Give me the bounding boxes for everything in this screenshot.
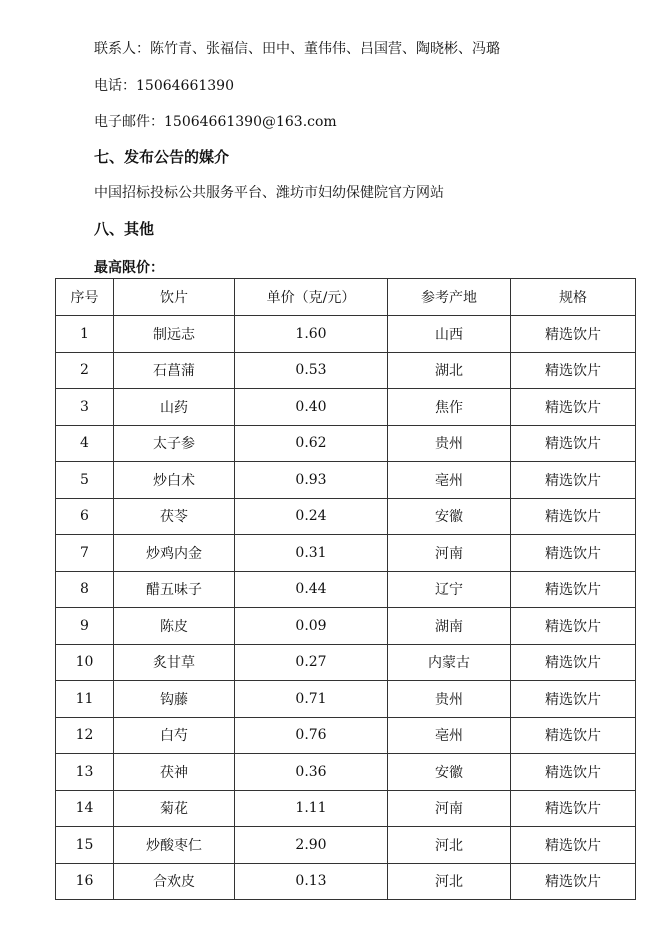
table-row: [56, 352, 636, 389]
contact-email: 电子邮件：15064661390@163.com: [94, 114, 337, 130]
cell-herb: 制远志: [114, 316, 235, 353]
cell-origin: 湖北: [388, 352, 511, 389]
cell-origin: 湖南: [388, 608, 511, 645]
cell-origin: 亳州: [388, 462, 511, 499]
cell-origin: 河北: [388, 863, 511, 900]
cell-origin: 河南: [388, 790, 511, 827]
cell-unit-price: 0.40: [235, 389, 388, 426]
cell-spec: 精选饮片: [511, 681, 636, 718]
section7-text: 中国招标投标公共服务平台、潍坊市妇幼保健院官方网站: [94, 185, 444, 201]
cell-origin: 贵州: [388, 681, 511, 718]
cell-spec: 精选饮片: [511, 498, 636, 535]
cell-index: 3: [56, 389, 114, 426]
cell-herb: 炙甘草: [114, 644, 235, 681]
table-body: [56, 316, 636, 900]
cell-herb: 醋五味子: [114, 571, 235, 608]
cell-unit-price: 0.27: [235, 644, 388, 681]
cell-index: 11: [56, 681, 114, 718]
cell-herb: 茯苓: [114, 498, 235, 535]
price-label: 最高限价：: [94, 260, 164, 276]
table-row: [56, 608, 636, 645]
cell-unit-price: 1.11: [235, 790, 388, 827]
cell-spec: 精选饮片: [511, 316, 636, 353]
cell-unit-price: 0.24: [235, 498, 388, 535]
cell-spec: 精选饮片: [511, 389, 636, 426]
table-row: [56, 863, 636, 900]
cell-unit-price: 0.13: [235, 863, 388, 900]
contact-phone: 电话：15064661390: [94, 78, 234, 94]
cell-origin: 河南: [388, 535, 511, 572]
cell-unit-price: 2.90: [235, 827, 388, 864]
cell-spec: 精选饮片: [511, 425, 636, 462]
table-row: [56, 754, 636, 791]
cell-index: 10: [56, 644, 114, 681]
table-row: [56, 389, 636, 426]
cell-spec: 精选饮片: [511, 644, 636, 681]
price-table: [55, 278, 636, 900]
cell-herb: 合欢皮: [114, 863, 235, 900]
cell-spec: 精选饮片: [511, 863, 636, 900]
section8-heading: 八、其他: [94, 220, 155, 238]
cell-herb: 陈皮: [114, 608, 235, 645]
cell-herb: 炒鸡内金: [114, 535, 235, 572]
cell-index: 2: [56, 352, 114, 389]
cell-spec: 精选饮片: [511, 535, 636, 572]
cell-herb: 茯神: [114, 754, 235, 791]
contact-persons: 联系人：陈竹青、张福信、田中、董伟伟、吕国营、陶晓彬、冯璐: [94, 41, 500, 57]
cell-index: 5: [56, 462, 114, 499]
cell-unit-price: 0.36: [235, 754, 388, 791]
cell-herb: 山药: [114, 389, 235, 426]
table-row: [56, 681, 636, 718]
header-index: 序号: [56, 279, 114, 316]
cell-unit-price: 0.44: [235, 571, 388, 608]
cell-origin: 安徽: [388, 754, 511, 791]
table-row: [56, 425, 636, 462]
cell-index: 15: [56, 827, 114, 864]
cell-herb: 炒酸枣仁: [114, 827, 235, 864]
cell-herb: 石菖蒲: [114, 352, 235, 389]
cell-spec: 精选饮片: [511, 462, 636, 499]
cell-index: 13: [56, 754, 114, 791]
table-row: [56, 790, 636, 827]
cell-spec: 精选饮片: [511, 754, 636, 791]
header-herb: 饮片: [114, 279, 235, 316]
cell-origin: 辽宁: [388, 571, 511, 608]
cell-index: 8: [56, 571, 114, 608]
cell-origin: 河北: [388, 827, 511, 864]
cell-index: 6: [56, 498, 114, 535]
cell-spec: 精选饮片: [511, 717, 636, 754]
cell-spec: 精选饮片: [511, 790, 636, 827]
cell-index: 14: [56, 790, 114, 827]
cell-unit-price: 1.60: [235, 316, 388, 353]
cell-index: 12: [56, 717, 114, 754]
cell-index: 16: [56, 863, 114, 900]
table-row: [56, 717, 636, 754]
cell-unit-price: 0.53: [235, 352, 388, 389]
table-row: [56, 535, 636, 572]
table-row: [56, 644, 636, 681]
table-row: [56, 827, 636, 864]
cell-index: 9: [56, 608, 114, 645]
table-row: [56, 571, 636, 608]
table-row: [56, 462, 636, 499]
cell-index: 1: [56, 316, 114, 353]
cell-origin: 内蒙古: [388, 644, 511, 681]
header-spec: 规格: [511, 279, 636, 316]
cell-origin: 山西: [388, 316, 511, 353]
cell-herb: 炒白术: [114, 462, 235, 499]
cell-origin: 安徽: [388, 498, 511, 535]
cell-index: 7: [56, 535, 114, 572]
cell-unit-price: 0.71: [235, 681, 388, 718]
table-row: [56, 498, 636, 535]
cell-spec: 精选饮片: [511, 352, 636, 389]
cell-unit-price: 0.09: [235, 608, 388, 645]
cell-origin: 亳州: [388, 717, 511, 754]
cell-herb: 菊花: [114, 790, 235, 827]
cell-spec: 精选饮片: [511, 827, 636, 864]
cell-origin: 贵州: [388, 425, 511, 462]
header-unit-price: 单价（克/元）: [235, 279, 388, 316]
cell-unit-price: 0.93: [235, 462, 388, 499]
table-header-row: [56, 279, 636, 316]
cell-unit-price: 0.76: [235, 717, 388, 754]
cell-origin: 焦作: [388, 389, 511, 426]
cell-spec: 精选饮片: [511, 608, 636, 645]
cell-herb: 白芍: [114, 717, 235, 754]
cell-spec: 精选饮片: [511, 571, 636, 608]
cell-unit-price: 0.62: [235, 425, 388, 462]
table-row: [56, 316, 636, 353]
cell-herb: 钩藤: [114, 681, 235, 718]
cell-herb: 太子参: [114, 425, 235, 462]
cell-unit-price: 0.31: [235, 535, 388, 572]
cell-index: 4: [56, 425, 114, 462]
header-origin: 参考产地: [388, 279, 511, 316]
section7-heading: 七、发布公告的媒介: [94, 148, 230, 166]
